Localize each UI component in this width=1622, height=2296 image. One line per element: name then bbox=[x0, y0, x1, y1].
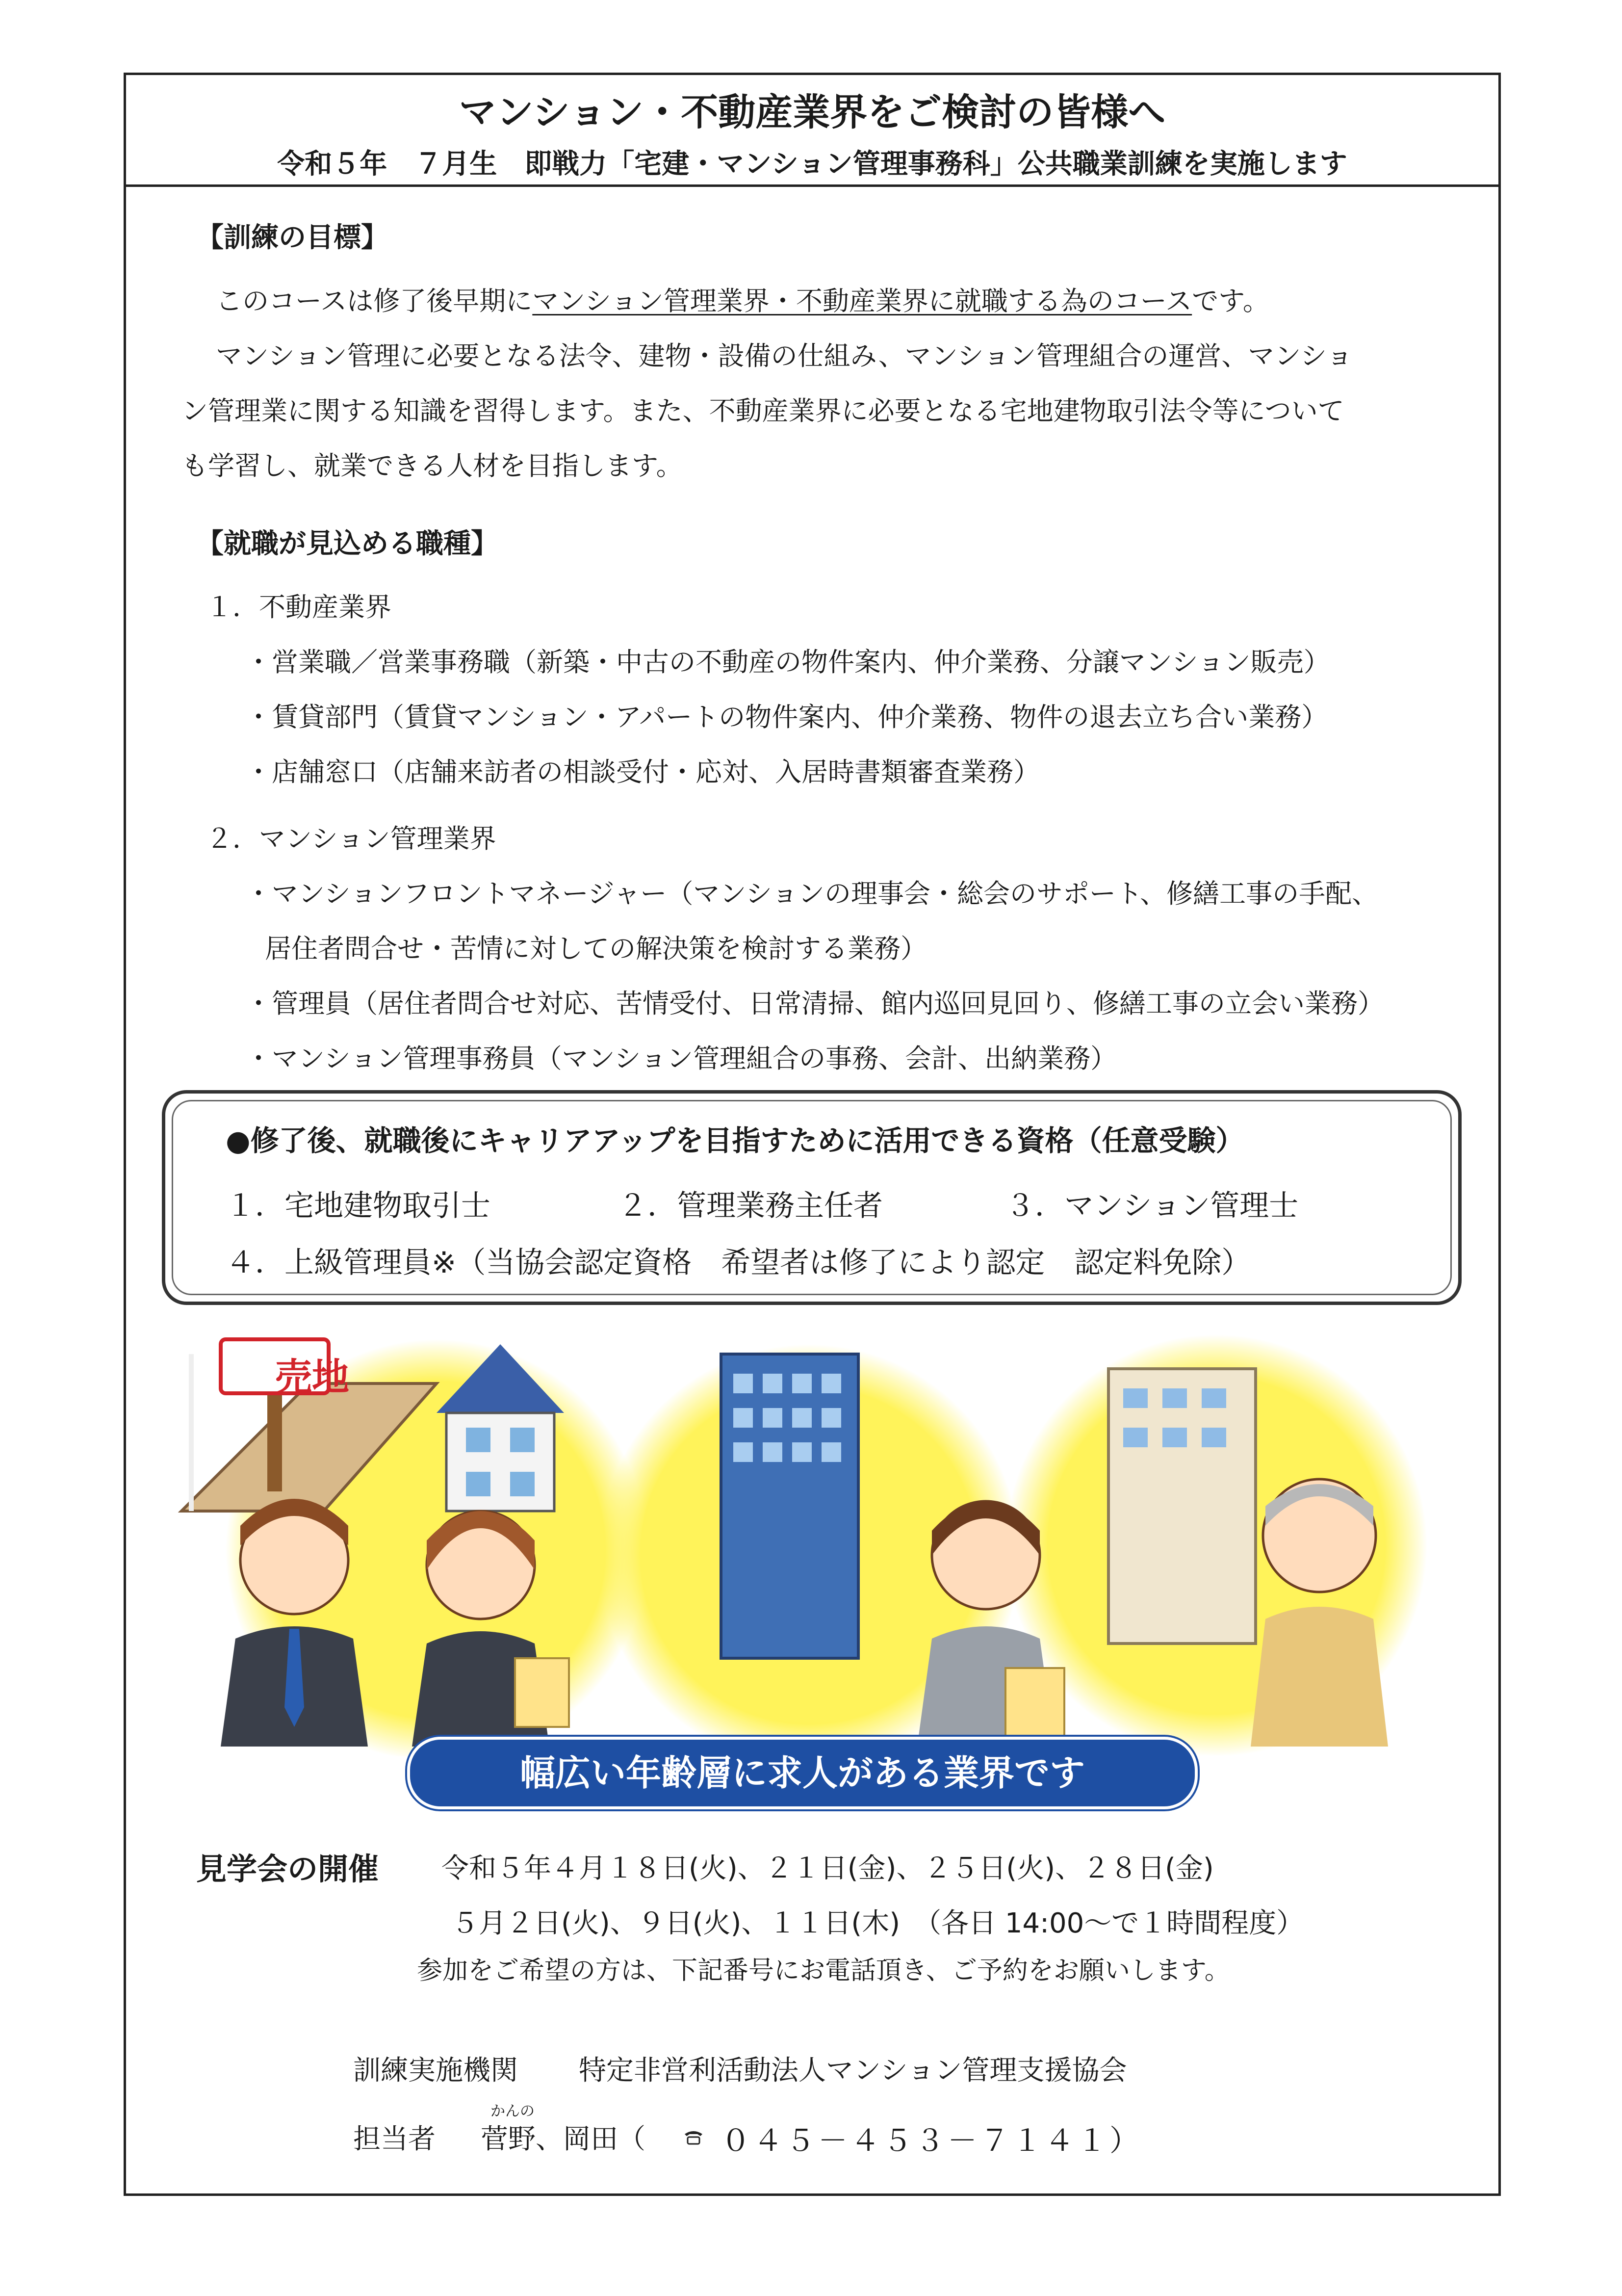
jobs-category-real-estate: １．不動産業界 bbox=[206, 592, 391, 623]
org-name: 特定非営利活動法人マンション管理支援協会 bbox=[579, 2055, 1127, 2087]
list-item: ・営業職／営業事務職（新築・中古の不動産の物件案内、仲介業務、分譲マンション販売） bbox=[245, 647, 1330, 678]
page-title: マンション・不動産業界をご検討の皆様へ bbox=[459, 90, 1166, 134]
list-item: ・店舗窓口（店舗来訪者の相談受付・応対、入居時書類審査業務） bbox=[245, 757, 1040, 787]
telephone-icon bbox=[683, 2128, 704, 2145]
goal-line-4: も学習し、就業できる人材を目指します。 bbox=[181, 450, 683, 481]
goal-underline: マンション管理業界・不動産業界に就職する為のコース bbox=[532, 286, 1192, 316]
list-item: ・賃貸部門（賃貸マンション・アパートの物件案内、仲介業務、物件の退去立ち合い業務） bbox=[245, 702, 1328, 732]
name-ruby: かんの bbox=[490, 2103, 535, 2120]
goal-line-2: マンション管理に必要となる法令、建物・設備の仕組み、マンション管理組合の運営、マンショ bbox=[216, 340, 1353, 371]
qualification-item: ４．上級管理員※（当協会認定資格 希望者は修了により認定 認定料免除） bbox=[226, 1246, 1251, 1280]
jobs-category-condo-mgmt: ２．マンション管理業界 bbox=[206, 823, 496, 854]
tour-note: 参加をご希望の方は、下記番号にお電話頂き、ご予約をお願いします。 bbox=[417, 1956, 1230, 1985]
office-building-icon bbox=[721, 1354, 858, 1658]
industry-banner: 幅広い年齢層に求人がある業界です bbox=[407, 1737, 1198, 1809]
qualification-item: ２．管理業務主任者 bbox=[618, 1189, 883, 1223]
career-heading: ●修了後、就職後にキャリアアップを目指すために活用できる資格（任意受験） bbox=[226, 1124, 1244, 1157]
tour-dates-april: 令和５年４月１８日(火)、２１日(金)、２５日(火)、２８日(金) bbox=[441, 1852, 1214, 1884]
contact-persons: 菅野、岡田（ bbox=[481, 2123, 645, 2155]
goal-line-1: このコースは修了後早期にマンション管理業界・不動産業界に就職する為のコースです。 bbox=[216, 286, 1269, 316]
phone-number: ０４５－４５３－７１４１） bbox=[721, 2124, 1142, 2158]
industry-illustration bbox=[162, 1325, 1462, 1756]
tour-dates-may: ５月２日(火)、９日(火)、１１日(木) （各日 14:00～で１時間程度） bbox=[451, 1907, 1304, 1939]
list-item: ・マンション管理事務員（マンション管理組合の事務、会計、出納業務） bbox=[245, 1043, 1117, 1074]
qualification-item: １．宅地建物取引士 bbox=[226, 1189, 490, 1223]
list-item: ・マンションフロントマネージャー（マンションの理事会・総会のサポート、修繕工事の手配、 bbox=[245, 878, 1379, 909]
page-subtitle: 令和５年 ７月生 即戦力「宅建・マンション管理事務科」公共職業訓練を実施します bbox=[277, 148, 1347, 180]
qualification-item: ３．マンション管理士 bbox=[1005, 1189, 1299, 1223]
jobs-heading: 【就職が見込める職種】 bbox=[196, 528, 498, 560]
list-item: ・管理員（居住者問合せ対応、苦情受付、日常清掃、館内巡回見回り、修繕工事の立会い業務） bbox=[245, 988, 1384, 1019]
goal-heading: 【訓練の目標】 bbox=[196, 222, 388, 254]
tour-label: 見学会の開催 bbox=[196, 1851, 379, 1887]
apartment-building-icon bbox=[1108, 1369, 1256, 1644]
land-sale-sign: 売地 bbox=[275, 1355, 349, 1399]
goal-line-3: ン管理業に関する知識を習得します。また、不動産業界に必要となる宅地建物取引法令等について bbox=[181, 395, 1344, 426]
person-label: 担当者 bbox=[353, 2123, 436, 2155]
header-divider bbox=[124, 184, 1501, 187]
list-item: 居住者問合せ・苦情に対しての解決策を検討する業務） bbox=[265, 933, 927, 964]
org-label: 訓練実施機関 bbox=[353, 2055, 518, 2087]
